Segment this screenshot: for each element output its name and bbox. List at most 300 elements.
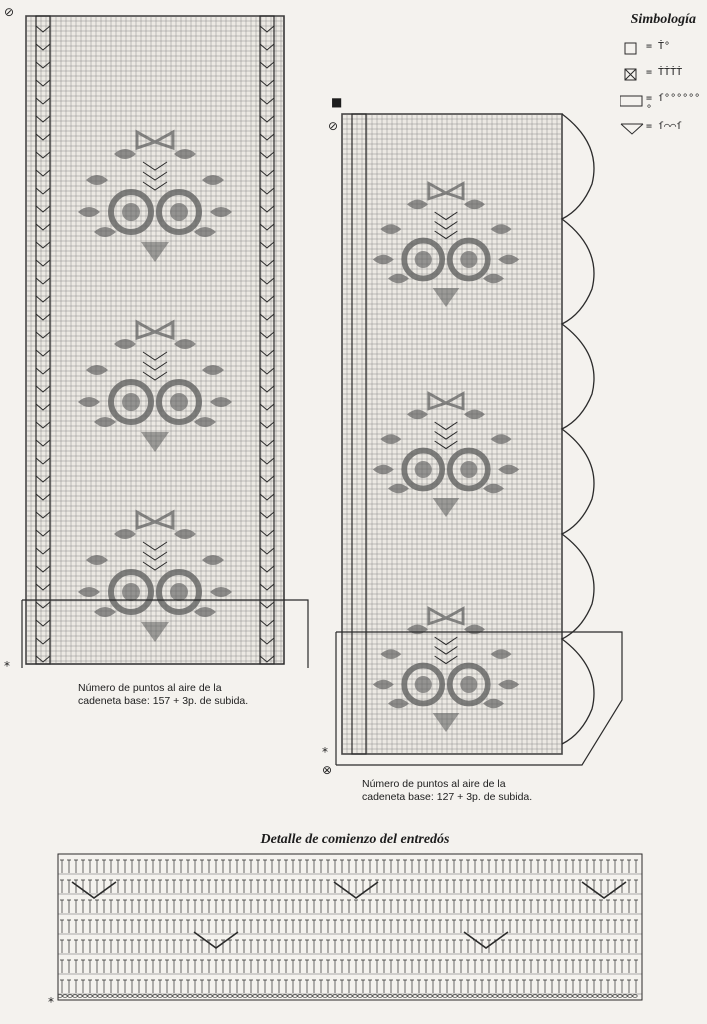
detail-stitch	[228, 860, 232, 873]
detail-stitch	[438, 960, 442, 973]
right-top-marker: ⊘	[328, 119, 339, 133]
detail-stitch	[179, 860, 183, 873]
detail-chain-stitch	[508, 995, 512, 998]
detail-stitch	[466, 940, 470, 953]
detail-stitch	[305, 980, 309, 993]
detail-stitch	[375, 960, 379, 973]
detail-chain-stitch	[283, 995, 287, 998]
detail-stitch	[130, 940, 134, 953]
detail-stitch	[200, 860, 204, 873]
detail-stitch	[102, 980, 106, 993]
detail-stitch	[207, 900, 211, 913]
detail-stitch	[389, 900, 393, 913]
detail-stitch	[627, 880, 631, 893]
detail-stitch	[277, 900, 281, 913]
detail-stitch	[354, 980, 358, 993]
detail-stitch	[81, 920, 85, 933]
detail-stitch	[410, 860, 414, 873]
detail-stitch	[452, 960, 456, 973]
detail-stitch	[207, 880, 211, 893]
detail-stitch	[319, 980, 323, 993]
legend-row	[620, 66, 702, 84]
detail-stitch	[235, 980, 239, 993]
right-motif-3-rose-inner	[460, 676, 477, 693]
detail-stitch	[599, 980, 603, 993]
detail-stitch	[102, 900, 106, 913]
detail-stitch	[319, 960, 323, 973]
detail-chain-stitch	[73, 995, 77, 998]
detail-stitch	[158, 940, 162, 953]
detail-stitch	[67, 920, 71, 933]
detail-chain-stitch	[423, 995, 427, 998]
detail-stitch	[144, 880, 148, 893]
right-motif-3-rose-inner	[415, 676, 432, 693]
detail-chain-stitch	[393, 995, 397, 998]
detail-stitch	[284, 880, 288, 893]
filet-chart-left	[20, 12, 320, 677]
detail-stitch	[452, 920, 456, 933]
detail-chain-stitch	[453, 995, 457, 998]
detail-stitch	[473, 960, 477, 973]
detail-stitch	[368, 920, 372, 933]
left-start-marker: *	[4, 659, 10, 673]
detail-stitch	[438, 980, 442, 993]
detail-stitch	[368, 940, 372, 953]
detail-stitch	[130, 880, 134, 893]
detail-stitch	[81, 980, 85, 993]
detail-stitch	[214, 980, 218, 993]
right-motif-1-rose-inner	[460, 251, 477, 268]
left-motif-1-rose-inner	[170, 203, 188, 221]
detail-stitch	[221, 880, 225, 893]
detail-chain-stitch	[178, 995, 182, 998]
right-caption	[362, 778, 532, 804]
detail-stitch	[557, 940, 561, 953]
detail-stitch	[501, 980, 505, 993]
detail-stitch	[459, 900, 463, 913]
detail-stitch	[424, 880, 428, 893]
detail-chain-stitch	[333, 995, 337, 998]
detail-stitch	[557, 860, 561, 873]
detail-stitch	[522, 860, 526, 873]
detail-stitch	[431, 960, 435, 973]
detail-stitch	[396, 960, 400, 973]
detail-stitch	[508, 960, 512, 973]
detail-stitch	[431, 860, 435, 873]
detail-stitch	[627, 960, 631, 973]
right-motif-2-rose-inner	[415, 461, 432, 478]
detail-stitch	[88, 960, 92, 973]
detail-chain-stitch	[418, 995, 422, 998]
detail-stitch	[242, 880, 246, 893]
detail-stitch	[144, 920, 148, 933]
detail-stitch	[151, 960, 155, 973]
detail-stitch	[242, 940, 246, 953]
detail-stitch	[95, 860, 99, 873]
detail-stitch	[249, 920, 253, 933]
detail-chain-stitch	[463, 995, 467, 998]
detail-stitch	[473, 860, 477, 873]
detail-chain-stitch	[368, 995, 372, 998]
detail-stitch	[235, 860, 239, 873]
detail-chain-stitch	[213, 995, 217, 998]
detail-stitch	[242, 900, 246, 913]
detail-stitch	[403, 960, 407, 973]
detail-stitch	[193, 980, 197, 993]
detail-stitch	[144, 860, 148, 873]
detail-stitch	[550, 900, 554, 913]
detail-stitch	[123, 960, 127, 973]
detail-stitch	[207, 920, 211, 933]
detail-stitch	[214, 860, 218, 873]
detail-stitch	[375, 920, 379, 933]
detail-stitch	[298, 960, 302, 973]
detail-stitch	[410, 940, 414, 953]
detail-stitch	[613, 900, 617, 913]
detail-chain-stitch	[578, 995, 582, 998]
detail-stitch	[522, 900, 526, 913]
detail-stitch	[578, 940, 582, 953]
detail-stitch	[487, 980, 491, 993]
detail-stitch	[165, 980, 169, 993]
detail-stitch	[95, 900, 99, 913]
detail-stitch	[102, 960, 106, 973]
detail-stitch	[193, 900, 197, 913]
detail-stitch	[333, 860, 337, 873]
detail-stitch	[634, 960, 638, 973]
detail-chain-stitch	[93, 995, 97, 998]
detail-stitch	[165, 900, 169, 913]
detail-stitch	[480, 960, 484, 973]
detail-stitch	[592, 900, 596, 913]
detail-stitch	[333, 920, 337, 933]
detail-chain-stitch	[438, 995, 442, 998]
detail-stitch	[634, 940, 638, 953]
detail-stitch	[557, 960, 561, 973]
detail-stitch	[571, 900, 575, 913]
detail-stitch	[403, 900, 407, 913]
detail-stitch	[158, 920, 162, 933]
detail-stitch	[522, 920, 526, 933]
detail-chain-stitch	[398, 995, 402, 998]
detail-stitch	[466, 880, 470, 893]
detail-stitch	[571, 920, 575, 933]
detail-chain-stitch	[523, 995, 527, 998]
detail-stitch	[536, 960, 540, 973]
detail-stitch	[396, 880, 400, 893]
detail-stitch	[137, 960, 141, 973]
detail-stitch	[613, 940, 617, 953]
detail-stitch	[424, 900, 428, 913]
detail-stitch	[578, 860, 582, 873]
detail-stitch	[312, 920, 316, 933]
detail-stitch	[67, 900, 71, 913]
detail-stitch	[599, 960, 603, 973]
detail-stitch	[158, 880, 162, 893]
detail-stitch	[235, 920, 239, 933]
detail-stitch	[501, 860, 505, 873]
left-end-marker: ⊘	[4, 5, 15, 19]
detail-stitch	[172, 980, 176, 993]
detail-stitch	[368, 900, 372, 913]
detail-chain-stitch	[488, 995, 492, 998]
detail-stitch	[305, 940, 309, 953]
detail-chain-stitch	[518, 995, 522, 998]
detail-stitch	[60, 880, 64, 893]
detail-chain-stitch	[258, 995, 262, 998]
detail-stitch	[60, 860, 64, 873]
detail-stitch	[606, 960, 610, 973]
detail-stitch	[88, 860, 92, 873]
detail-stitch	[627, 980, 631, 993]
detail-chain-stitch	[553, 995, 557, 998]
detail-stitch	[242, 960, 246, 973]
detail-stitch	[277, 960, 281, 973]
detail-stitch	[396, 900, 400, 913]
detail-stitch	[550, 960, 554, 973]
detail-stitch	[193, 960, 197, 973]
detail-stitch	[564, 920, 568, 933]
detail-stitch	[284, 960, 288, 973]
detail-chain-stitch	[478, 995, 482, 998]
detail-stitch	[494, 920, 498, 933]
detail-stitch	[249, 940, 253, 953]
detail-stitch	[137, 920, 141, 933]
detail-stitch	[592, 920, 596, 933]
detail-stitch	[620, 900, 624, 913]
detail-stitch	[277, 920, 281, 933]
detail-stitch	[270, 920, 274, 933]
detail-chain-stitch	[593, 995, 597, 998]
detail-stitch	[438, 920, 442, 933]
detail-stitch	[508, 900, 512, 913]
detail-stitch	[249, 960, 253, 973]
detail-stitch	[186, 900, 190, 913]
detail-stitch	[193, 880, 197, 893]
detail-stitch	[277, 940, 281, 953]
legend-stitch-text: = ſ°°°°°°°	[646, 93, 701, 115]
detail-stitch	[410, 900, 414, 913]
detail-stitch	[564, 980, 568, 993]
detail-stitch	[557, 920, 561, 933]
detail-stitch	[242, 920, 246, 933]
detail-stitch	[263, 980, 267, 993]
detail-chain-stitch	[268, 995, 272, 998]
detail-stitch	[354, 960, 358, 973]
detail-stitch	[291, 900, 295, 913]
detail-stitch	[347, 980, 351, 993]
detail-stitch	[529, 960, 533, 973]
detail-stitch	[263, 880, 267, 893]
detail-stitch	[277, 980, 281, 993]
detail-chain-stitch	[513, 995, 517, 998]
detail-stitch	[179, 960, 183, 973]
detail-stitch	[305, 880, 309, 893]
detail-stitch	[340, 940, 344, 953]
detail-stitch	[123, 940, 127, 953]
detail-stitch	[207, 960, 211, 973]
detail-chain-stitch	[443, 995, 447, 998]
detail-stitch	[536, 980, 540, 993]
detail-stitch	[606, 920, 610, 933]
detail-stitch	[263, 900, 267, 913]
detail-stitch	[368, 980, 372, 993]
detail-stitch	[284, 980, 288, 993]
detail-stitch	[473, 880, 477, 893]
detail-stitch	[186, 980, 190, 993]
left-motif-3-rose-inner	[122, 583, 140, 601]
detail-chain-stitch	[298, 995, 302, 998]
detail-stitch	[284, 900, 288, 913]
right-scallop-edge	[562, 114, 594, 744]
detail-stitch	[284, 860, 288, 873]
detail-chain-stitch	[163, 995, 167, 998]
detail-stitch	[144, 900, 148, 913]
left-motif-3-rose-inner	[170, 583, 188, 601]
detail-stitch	[620, 860, 624, 873]
detail-stitch	[312, 860, 316, 873]
detail-stitch	[109, 960, 113, 973]
detail-chain-stitch	[198, 995, 202, 998]
detail-stitch	[613, 860, 617, 873]
detail-stitch	[459, 980, 463, 993]
detail-stitch	[375, 900, 379, 913]
detail-stitch	[424, 920, 428, 933]
detail-stitch	[592, 980, 596, 993]
detail-stitch	[375, 980, 379, 993]
detail-stitch	[165, 920, 169, 933]
detail-stitch	[186, 960, 190, 973]
detail-chain-stitch	[208, 995, 212, 998]
detail-stitch	[550, 880, 554, 893]
detail-chain-stitch	[278, 995, 282, 998]
detail-stitch	[200, 880, 204, 893]
detail-stitch	[494, 860, 498, 873]
detail-stitch	[137, 940, 141, 953]
detail-stitch	[228, 960, 232, 973]
detail-stitch	[459, 920, 463, 933]
detail-stitch	[354, 880, 358, 893]
detail-stitch	[613, 920, 617, 933]
detail-stitch	[459, 960, 463, 973]
detail-stitch	[396, 860, 400, 873]
detail-chain-stitch	[383, 995, 387, 998]
detail-stitch	[151, 860, 155, 873]
detail-chain-stitch	[338, 995, 342, 998]
detail-chain-stitch	[433, 995, 437, 998]
detail-stitch	[613, 980, 617, 993]
detail-stitch	[214, 880, 218, 893]
detail-stitch	[235, 960, 239, 973]
detail-chain-stitch	[88, 995, 92, 998]
detail-chain-stitch	[288, 995, 292, 998]
detail-stitch	[585, 940, 589, 953]
detail-stitch	[151, 980, 155, 993]
detail-chain-stitch	[498, 995, 502, 998]
right-motif-1-rose-inner	[415, 251, 432, 268]
detail-stitch	[249, 880, 253, 893]
detail-stitch	[109, 900, 113, 913]
detail-stitch	[452, 940, 456, 953]
detail-stitch	[186, 940, 190, 953]
detail-stitch	[123, 860, 127, 873]
detail-stitch	[536, 860, 540, 873]
detail-stitch	[319, 860, 323, 873]
detail-stitch	[410, 880, 414, 893]
detail-stitch	[172, 920, 176, 933]
detail-stitch	[116, 880, 120, 893]
detail-stitch	[109, 980, 113, 993]
detail-stitch	[200, 940, 204, 953]
detail-stitch	[606, 940, 610, 953]
detail-stitch	[550, 920, 554, 933]
detail-stitch	[368, 960, 372, 973]
detail-chain-stitch	[598, 995, 602, 998]
detail-stitch	[480, 920, 484, 933]
detail-stitch	[480, 980, 484, 993]
detail-stitch	[312, 900, 316, 913]
detail-stitch	[137, 860, 141, 873]
detail-chain-stitch	[218, 995, 222, 998]
detail-stitch	[620, 920, 624, 933]
detail-stitch	[389, 940, 393, 953]
detail-stitch	[130, 860, 134, 873]
detail-stitch	[74, 900, 78, 913]
detail-stitch	[382, 900, 386, 913]
detail-stitch	[60, 940, 64, 953]
detail-chain-stitch	[408, 995, 412, 998]
detail-stitch	[340, 920, 344, 933]
detail-stitch	[277, 860, 281, 873]
detail-stitch	[634, 880, 638, 893]
detail-stitch	[130, 900, 134, 913]
detail-stitch	[179, 980, 183, 993]
detail-stitch	[536, 900, 540, 913]
detail-stitch	[221, 980, 225, 993]
right-motif-2-rose-inner	[460, 461, 477, 478]
detail-chain-stitch	[153, 995, 157, 998]
detail-chain-stitch	[573, 995, 577, 998]
right-corner-marker: ■	[331, 95, 343, 109]
detail-stitch	[60, 960, 64, 973]
detail-stitch	[298, 940, 302, 953]
legend-row	[620, 40, 702, 58]
detail-stitch	[494, 900, 498, 913]
detail-stitch	[585, 980, 589, 993]
detail-chain-stitch	[188, 995, 192, 998]
detail-chain-stitch	[568, 995, 572, 998]
detail-stitch	[312, 940, 316, 953]
detail-stitch	[347, 940, 351, 953]
detail-chain-stitch	[358, 995, 362, 998]
left-caption	[78, 682, 248, 708]
detail-stitch	[606, 980, 610, 993]
detail-stitch	[319, 880, 323, 893]
detail-stitch	[557, 900, 561, 913]
detail-stitch	[263, 920, 267, 933]
detail-stitch	[74, 860, 78, 873]
detail-stitch	[620, 940, 624, 953]
detail-stitch	[221, 900, 225, 913]
detail-chain-stitch	[448, 995, 452, 998]
detail-stitch	[508, 880, 512, 893]
detail-stitch	[74, 980, 78, 993]
detail-stitch	[606, 900, 610, 913]
detail-chain-stitch	[528, 995, 532, 998]
detail-stitch	[228, 980, 232, 993]
detail-stitch	[88, 940, 92, 953]
detail-stitch	[116, 900, 120, 913]
